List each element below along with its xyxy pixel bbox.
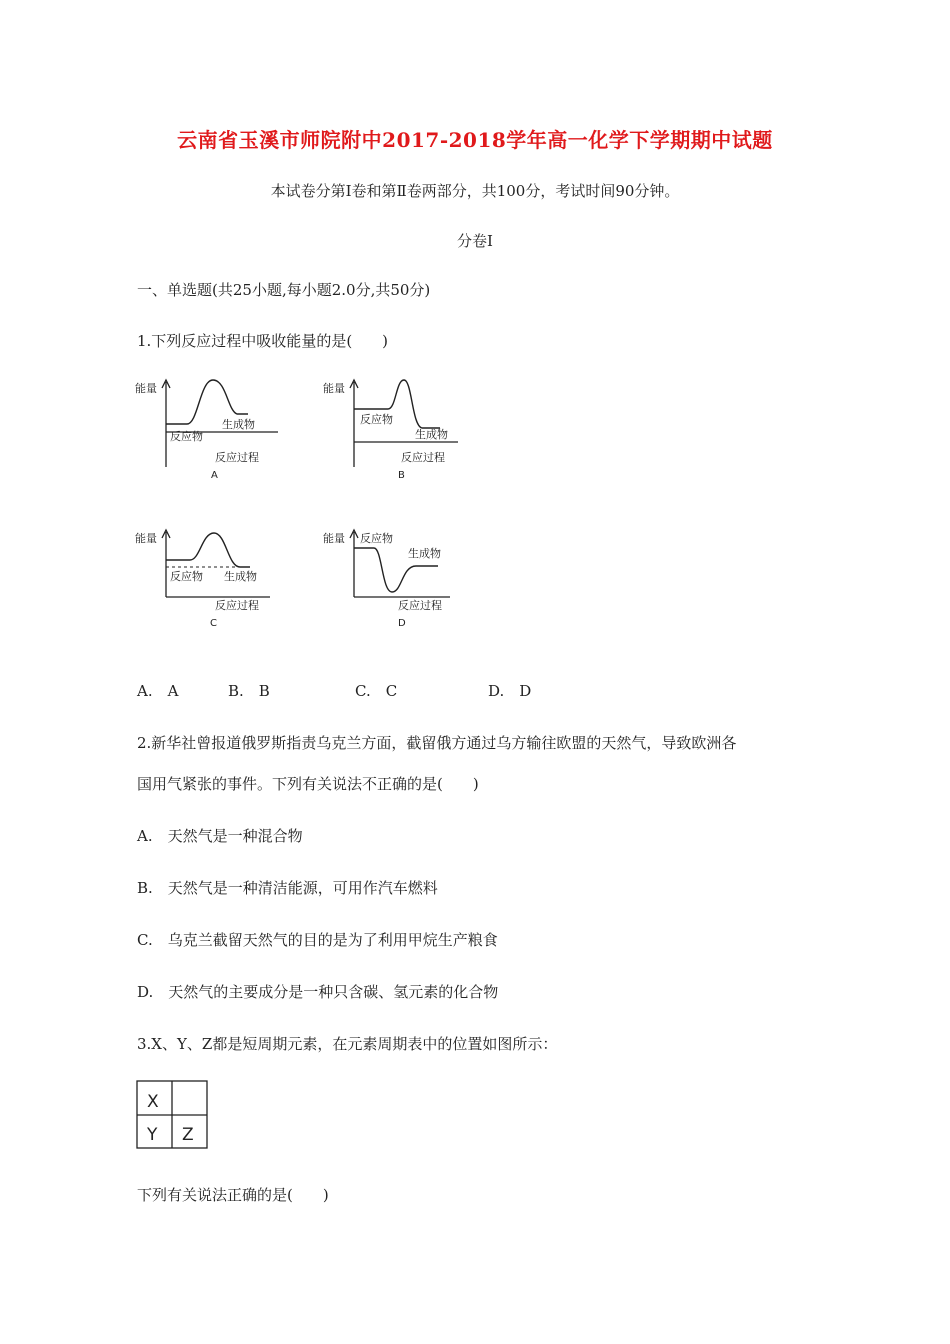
graph-b-product-label: 生成物 <box>415 428 448 441</box>
question-2-option-a: A. 天然气是一种混合物 <box>137 827 303 845</box>
section-heading: 一、单选题(共25小题,每小题2.0分,共50分) <box>137 281 431 299</box>
question-2-stem-line2: 国用气紧张的事件。下列有关说法不正确的是( ) <box>137 775 479 793</box>
exam-intro: 本试卷分第Ⅰ卷和第Ⅱ卷两部分，共100分，考试时间90分钟。 <box>270 182 680 200</box>
graph-a-xlabel: 反应过程 <box>215 451 259 464</box>
graph-d-reactant-label: 反应物 <box>360 532 393 545</box>
graph-b-letter: B <box>398 470 405 481</box>
graph-a-product-label: 生成物 <box>222 418 255 431</box>
energy-graph-c <box>130 522 290 637</box>
question-3-stem: 3.X、Y、Z都是短周期元素，在元素周期表中的位置如图所示： <box>137 1035 558 1053</box>
question-1-option-d: D. D <box>488 682 532 700</box>
graph-c-product-label: 生成物 <box>224 570 257 583</box>
question-1-option-b: B. B <box>228 682 270 700</box>
graph-b-ylabel: 能量 <box>323 382 345 395</box>
question-1-stem: 1.下列反应过程中吸收能量的是( ) <box>137 332 389 350</box>
graph-c-ylabel: 能量 <box>135 532 157 545</box>
element-z-cell: Z <box>182 1125 194 1145</box>
part-label: 分卷I <box>457 232 493 250</box>
element-x-cell: X <box>147 1092 159 1112</box>
graph-c-reactant-label: 反应物 <box>170 570 203 583</box>
graph-a-ylabel: 能量 <box>135 382 157 395</box>
graph-a-reactant-label: 反应物 <box>170 430 203 443</box>
graph-d-ylabel: 能量 <box>323 532 345 545</box>
question-2-option-c: C. 乌克兰截留天然气的目的是为了利用甲烷生产粮食 <box>137 931 498 949</box>
energy-graph-b <box>318 372 478 487</box>
periodic-table-fragment <box>136 1080 210 1150</box>
graph-d-product-label: 生成物 <box>408 547 441 560</box>
element-y-cell: Y <box>147 1125 158 1145</box>
question-3-question: 下列有关说法正确的是( ) <box>137 1186 329 1204</box>
question-2-stem-line1: 2.新华社曾报道俄罗斯指责乌克兰方面，截留俄方通过乌方输往欧盟的天然气，导致欧洲各 <box>137 734 737 752</box>
graph-c-letter: C <box>210 618 217 629</box>
question-2-option-b: B. 天然气是一种清洁能源，可用作汽车燃料 <box>137 879 438 897</box>
graph-b-reactant-label: 反应物 <box>360 413 393 426</box>
energy-graph-d <box>318 522 478 637</box>
graph-b-xlabel: 反应过程 <box>401 451 445 464</box>
question-1-option-c: C. C <box>355 682 398 700</box>
graph-d-letter: D <box>398 618 406 629</box>
graph-c-xlabel: 反应过程 <box>215 599 259 612</box>
document-title: 云南省玉溪市师院附中2017-2018学年高一化学下学期期中试题 <box>177 128 773 152</box>
question-2-option-d: D. 天然气的主要成分是一种只含碳、氢元素的化合物 <box>137 983 499 1001</box>
graph-a-letter: A <box>211 470 218 481</box>
graph-d-xlabel: 反应过程 <box>398 599 442 612</box>
energy-graph-a <box>130 372 290 487</box>
question-1-option-a: A. A <box>137 682 179 700</box>
